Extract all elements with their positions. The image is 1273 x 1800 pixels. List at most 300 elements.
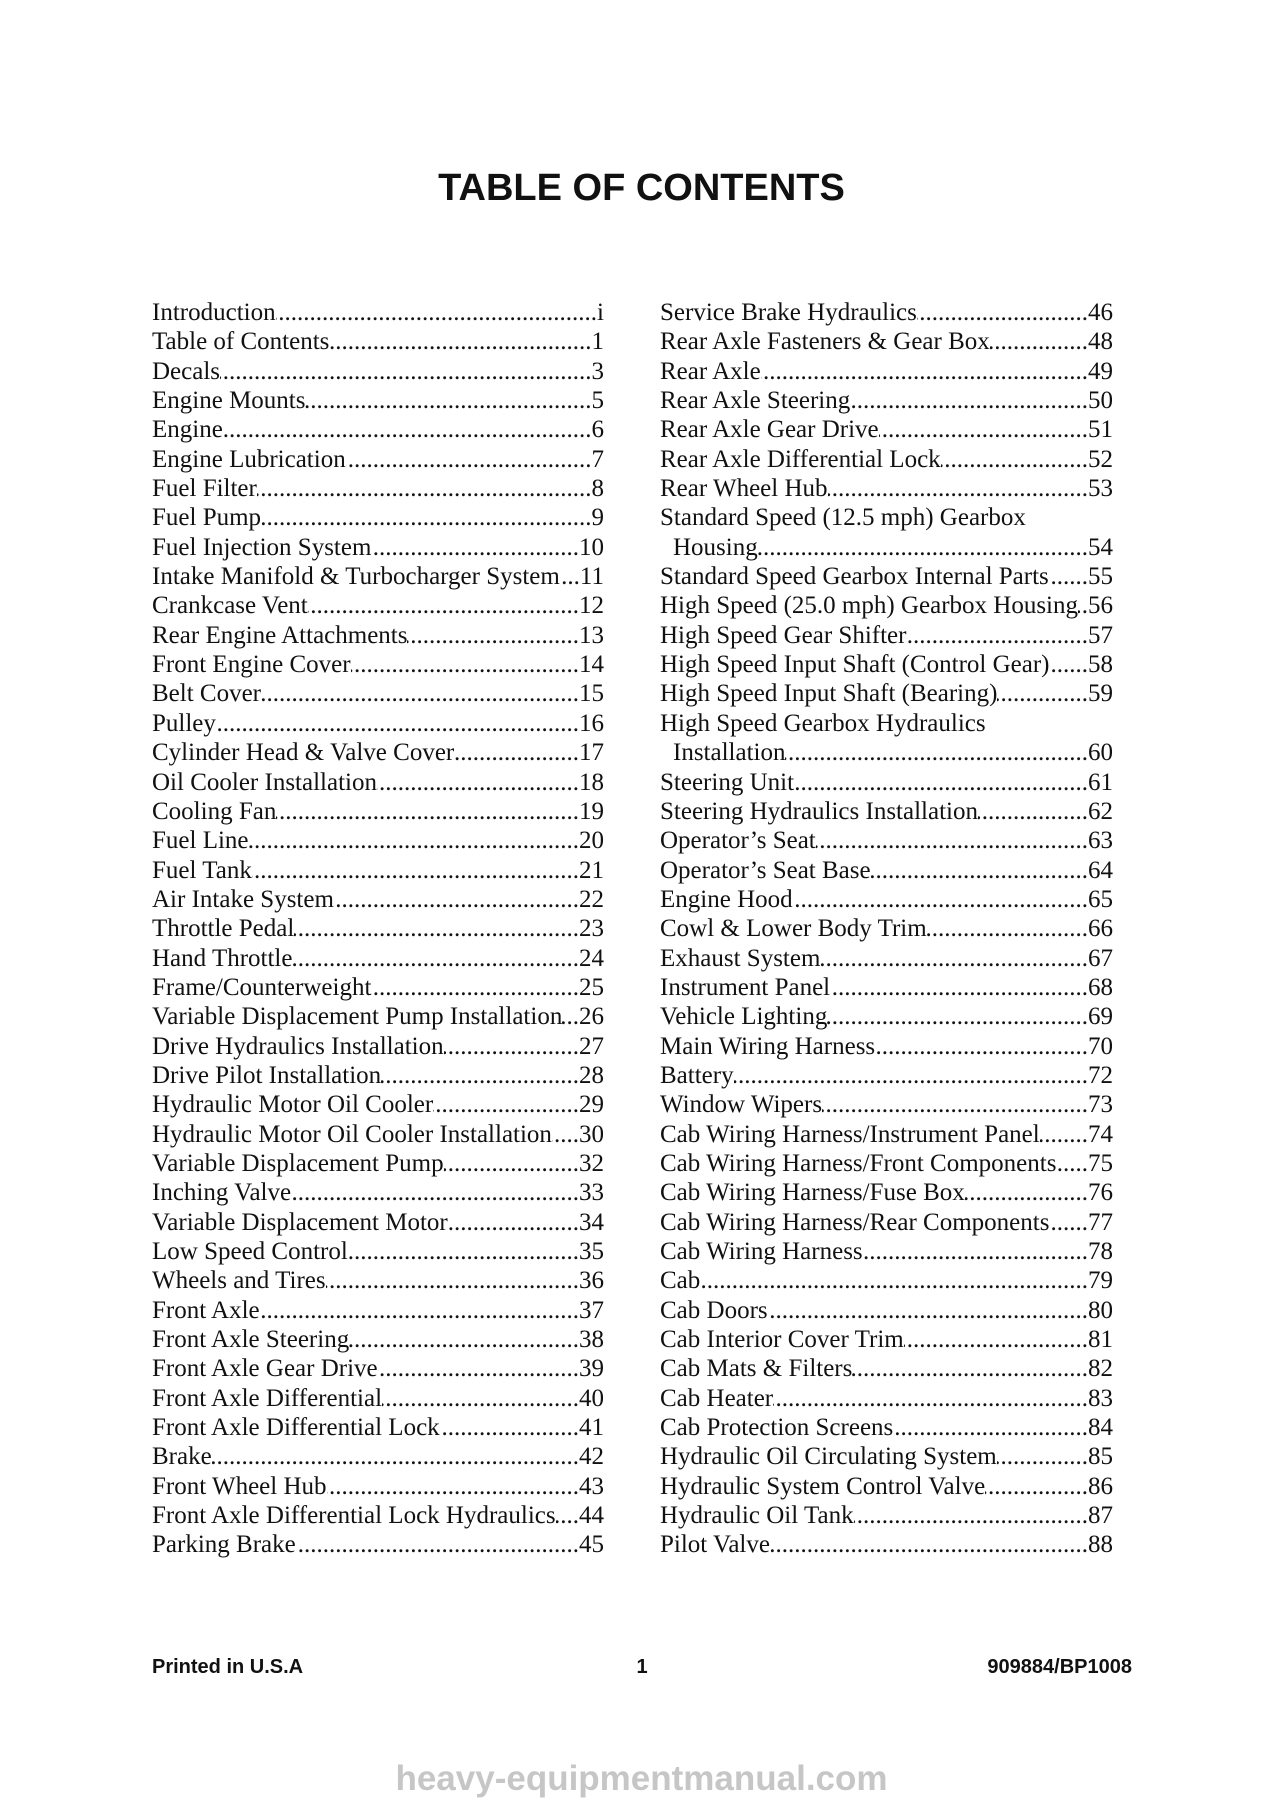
toc-entry-page: 40: [579, 1384, 604, 1412]
toc-entry-title: Window Wipers: [660, 1091, 823, 1119]
toc-entry-line: [660, 357, 1113, 386]
toc-entry-line: [660, 1002, 1113, 1031]
toc-entry-title: Variable Displacement Motor: [152, 1208, 448, 1236]
toc-entry-line: [152, 533, 604, 562]
toc-entry-line: [152, 1472, 604, 1501]
toc-entry-page: 53: [1088, 475, 1113, 503]
toc-entry: [152, 1530, 604, 1559]
toc-entry-title: Standard Speed Gearbox Internal Parts: [660, 563, 1049, 591]
toc-entry-title: Front Axle: [152, 1296, 260, 1324]
toc-entry-line: [660, 1354, 1113, 1383]
toc-entry-line: [660, 327, 1113, 356]
toc-entry-page: 19: [579, 797, 604, 825]
toc-column-right: [660, 298, 1113, 1560]
toc-entry-title: Front Axle Differential: [152, 1384, 383, 1412]
toc-entry-title: Front Wheel Hub: [152, 1472, 327, 1500]
toc-entry: [660, 1237, 1113, 1266]
dot-leader: [850, 386, 1088, 415]
toc-entry-title: Service Brake Hydraulics: [660, 299, 917, 326]
toc-entry: [152, 621, 604, 650]
toc-entry: [660, 503, 1113, 562]
toc-entry: [152, 1149, 604, 1178]
dot-leader: [871, 856, 1088, 885]
toc-entry-title: Hand Throttle: [152, 944, 293, 972]
toc-entry-title: Vehicle Lighting: [660, 1003, 828, 1031]
dot-leader: [556, 1501, 579, 1530]
dot-leader: [407, 621, 579, 650]
toc-entry: [660, 1090, 1113, 1119]
dot-leader: [700, 1266, 1088, 1295]
toc-entry-line: [660, 973, 1113, 1002]
toc-entry-title: Front Axle Differential Lock: [152, 1414, 440, 1442]
toc-entry-line: [152, 1296, 604, 1325]
toc-entry: [660, 885, 1113, 914]
toc-entry-page: 68: [1088, 973, 1113, 1001]
toc-entry-title: Cylinder Head & Valve Cover: [152, 739, 455, 767]
toc-entry-line: [152, 1032, 604, 1061]
toc-entry-page: 88: [1088, 1531, 1113, 1559]
toc-entry-line: [660, 885, 1113, 914]
toc-entry-line: [660, 914, 1113, 943]
toc-entry-line: [660, 826, 1113, 855]
toc-entry: [660, 1296, 1113, 1325]
dot-leader: [785, 738, 1088, 767]
toc-entry-line: [660, 797, 1113, 826]
toc-entry-line: [660, 709, 1113, 738]
toc-entry: [152, 386, 604, 415]
dot-leader: [294, 914, 579, 943]
toc-entry: [152, 1237, 604, 1266]
dot-leader: [260, 1296, 579, 1325]
toc-entry-line: [660, 298, 1113, 327]
toc-entry-page: 39: [579, 1355, 604, 1383]
toc-entry-line: [660, 591, 1113, 620]
toc-entry: [152, 1384, 604, 1413]
toc-entry-line: [152, 709, 604, 738]
toc-entry-title: Fuel Injection System: [152, 533, 372, 561]
toc-entry: [152, 885, 604, 914]
toc-entry-title: Standard Speed (12.5 mph) Gearbox: [660, 504, 1026, 532]
toc-entry-page: 32: [579, 1149, 604, 1177]
toc-entry: [152, 826, 604, 855]
dot-leader: [773, 1384, 1088, 1413]
toc-entry-line: [152, 562, 604, 591]
toc-entry-page: 37: [579, 1296, 604, 1324]
toc-entry-line: [152, 738, 604, 767]
dot-leader: [965, 1178, 1088, 1207]
toc-entry-title: High Speed Gear Shifter: [660, 621, 907, 649]
toc-entry-line: [660, 768, 1113, 797]
toc-entry-page: 34: [579, 1208, 604, 1236]
toc-entry-line: [152, 386, 604, 415]
toc-entry-page: 9: [591, 504, 604, 532]
toc-entry-line: [660, 445, 1113, 474]
toc-entry-page: 15: [579, 680, 604, 708]
toc-entry: [152, 1266, 604, 1295]
toc-entry-page: 8: [591, 475, 604, 503]
toc-entry-title: Cab Doors: [660, 1296, 768, 1324]
toc-entry-title: Front Axle Gear Drive: [152, 1355, 378, 1383]
toc-entry-line: [660, 856, 1113, 885]
toc-entry-line: [152, 415, 604, 444]
toc-entry: [660, 562, 1113, 591]
toc-entry-title: Fuel Line: [152, 827, 249, 855]
dot-leader: [816, 826, 1088, 855]
toc-entry-line: [152, 1178, 604, 1207]
dot-leader: [997, 679, 1088, 708]
toc-entry: [660, 386, 1113, 415]
toc-entry-title: High Speed Gearbox Hydraulics: [660, 709, 986, 737]
toc-entry-page: 56: [1088, 592, 1113, 620]
dot-leader: [329, 327, 591, 356]
toc-entry-line: [660, 1032, 1113, 1061]
toc-entry-title: Engine Lubrication: [152, 445, 346, 473]
toc-entry: [660, 415, 1113, 444]
toc-entry-line: [660, 1472, 1113, 1501]
toc-entry-line: [152, 1061, 604, 1090]
toc-entry-page: 10: [579, 533, 604, 561]
toc-entry-title: Low Speed Control: [152, 1238, 348, 1265]
toc-entry: [152, 562, 604, 591]
toc-entry-title: Cab Wiring Harness/Fuse Box: [660, 1179, 965, 1207]
toc-entry-title: Drive Pilot Installation: [152, 1061, 382, 1089]
dot-leader: [794, 768, 1088, 797]
toc-entry-page: 13: [579, 621, 604, 649]
toc-entry: [152, 591, 604, 620]
dot-leader: [346, 445, 592, 474]
toc-entry-page: 23: [579, 915, 604, 943]
dot-leader: [793, 885, 1088, 914]
toc-entry-page: 86: [1088, 1472, 1113, 1500]
toc-entry-title: Throttle Pedal: [152, 915, 295, 943]
toc-entry-line: [660, 944, 1113, 973]
toc-entry-title: Cab Wiring Harness: [660, 1238, 863, 1265]
toc-entry: [660, 1413, 1113, 1442]
toc-entry: [152, 768, 604, 797]
toc-entry-page: 46: [1088, 299, 1113, 326]
toc-entry-line: [152, 621, 604, 650]
toc-entry-page: 24: [579, 944, 604, 972]
dot-leader: [863, 1237, 1088, 1266]
dot-leader: [454, 738, 579, 767]
toc-entry-page: 5: [591, 387, 604, 415]
dot-leader: [904, 1325, 1088, 1354]
toc-entry-title-continuation: Housing: [673, 533, 758, 561]
toc-entry: [660, 1061, 1113, 1090]
toc-entry: [660, 768, 1113, 797]
toc-entry-page: 51: [1088, 416, 1113, 444]
toc-entry: [152, 650, 604, 679]
toc-entry-line: [152, 1325, 604, 1354]
toc-entry-line: [152, 503, 604, 532]
toc-entry: [660, 1472, 1113, 1501]
dot-leader: [1049, 562, 1088, 591]
toc-entry: [152, 474, 604, 503]
toc-entry-title: Introduction: [152, 299, 276, 326]
toc-entry-line: [152, 1530, 604, 1559]
toc-entry-line: [152, 1237, 604, 1266]
toc-entry-page: 73: [1088, 1091, 1113, 1119]
toc-entry-page: 80: [1088, 1296, 1113, 1324]
toc-entry-page: 22: [579, 885, 604, 913]
toc-entry-title: Engine: [152, 416, 223, 444]
dot-leader: [941, 445, 1088, 474]
dot-leader: [326, 1266, 579, 1295]
toc-entry-page: 60: [1088, 739, 1113, 767]
toc-entry: [152, 914, 604, 943]
toc-entry: [660, 679, 1113, 708]
toc-entry-line: [660, 1149, 1113, 1178]
toc-entry-title: High Speed (25.0 mph) Gearbox Housing: [660, 592, 1078, 620]
toc-entry-line: [660, 1413, 1113, 1442]
toc-column-left: [152, 298, 604, 1560]
toc-entry-line: [660, 621, 1113, 650]
toc-entry-page: 55: [1088, 563, 1113, 591]
toc-entry-page: 27: [579, 1032, 604, 1060]
toc-entry-title: Pilot Valve: [660, 1531, 770, 1559]
toc-entry: [660, 445, 1113, 474]
toc-entry-line: [152, 797, 604, 826]
toc-entry: [660, 826, 1113, 855]
toc-entry-page: 62: [1088, 797, 1113, 825]
toc-entry-line: [660, 503, 1113, 532]
dot-leader: [854, 1501, 1088, 1530]
toc-entry-page: 38: [579, 1326, 604, 1354]
dot-leader: [1040, 1120, 1088, 1149]
toc-entry-title: Hydraulic Motor Oil Cooler: [152, 1091, 434, 1119]
dot-leader: [220, 357, 591, 386]
toc-entry: [660, 709, 1113, 768]
toc-entry: [152, 944, 604, 973]
dot-leader: [734, 1061, 1088, 1090]
toc-entry: [152, 503, 604, 532]
dot-leader: [1050, 650, 1088, 679]
toc-entry-page: 30: [579, 1120, 604, 1148]
toc-entry: [152, 1501, 604, 1530]
toc-entry-line: [152, 1208, 604, 1237]
toc-entry: [152, 1296, 604, 1325]
dot-leader: [770, 1530, 1088, 1559]
toc-entry-line: [152, 679, 604, 708]
toc-entry-title: Rear Axle Fasteners & Gear Box: [660, 328, 990, 356]
toc-entry: [152, 357, 604, 386]
toc-entry: [152, 298, 604, 327]
toc-entry-page: 66: [1088, 915, 1113, 943]
toc-entry: [152, 679, 604, 708]
dot-leader: [1078, 591, 1088, 620]
toc-entry-title: Cab Protection Screens: [660, 1414, 894, 1442]
toc-entry-title: Fuel Tank: [152, 856, 252, 884]
toc-entry-title: Rear Axle: [660, 357, 761, 385]
dot-leader: [308, 591, 579, 620]
dot-leader: [444, 1149, 579, 1178]
toc-entry-title: Cab Heater: [660, 1384, 774, 1412]
dot-leader: [212, 1442, 579, 1471]
dot-leader: [252, 856, 579, 885]
page-footer: [152, 1654, 1132, 1681]
toc-entry: [152, 973, 604, 1002]
toc-entry-page: 79: [1088, 1267, 1113, 1295]
toc-entry-title: Hydraulic System Control Valve: [660, 1472, 986, 1500]
toc-entry: [660, 1178, 1113, 1207]
dot-leader: [828, 474, 1088, 503]
toc-entry-line: [660, 1296, 1113, 1325]
toc-entry-title: Variable Displacement Pump Installation: [152, 1003, 563, 1031]
toc-entry-page: 72: [1088, 1061, 1113, 1089]
toc-entry-line: [152, 973, 604, 1002]
toc-entry-line: [660, 474, 1113, 503]
toc-entry-line: [660, 1442, 1113, 1471]
toc-entry-title: Exhaust System: [660, 944, 821, 972]
toc-entry: [152, 709, 604, 738]
toc-entry: [660, 474, 1113, 503]
dot-leader: [377, 768, 579, 797]
dot-leader: [382, 1384, 579, 1413]
toc-entry-title: Hydraulic Oil Circulating System: [660, 1443, 997, 1471]
toc-entry-line: [152, 1384, 604, 1413]
dot-leader: [276, 298, 597, 327]
toc-entry-page: 82: [1088, 1355, 1113, 1383]
toc-entry-title: Variable Displacement Pump: [152, 1149, 444, 1177]
toc-entry: [152, 1002, 604, 1031]
dot-leader: [440, 1413, 579, 1442]
toc-entry: [660, 1149, 1113, 1178]
toc-entry-title: Rear Axle Steering: [660, 387, 851, 415]
toc-entry-page: 6: [591, 416, 604, 444]
toc-entry-page: 78: [1088, 1238, 1113, 1265]
toc-entry-title: Cooling Fan: [152, 797, 277, 825]
toc-entry-page: 44: [579, 1502, 604, 1530]
toc-entry: [660, 1266, 1113, 1295]
dot-leader: [327, 1472, 579, 1501]
toc-entry-title: Hydraulic Oil Tank: [660, 1502, 854, 1530]
toc-entry: [152, 797, 604, 826]
toc-entry: [660, 1208, 1113, 1237]
toc-entry-page: 21: [579, 856, 604, 884]
toc-entry: [660, 856, 1113, 885]
toc-entry: [152, 1325, 604, 1354]
toc-entry-title: Parking Brake: [152, 1531, 296, 1559]
toc-entry: [152, 1413, 604, 1442]
toc-entry-page: 70: [1088, 1032, 1113, 1060]
toc-entry-line: [660, 1208, 1113, 1237]
toc-entry: [152, 1472, 604, 1501]
toc-entry: [152, 533, 604, 562]
toc-entry-page: 18: [579, 768, 604, 796]
toc-entry-page: 87: [1088, 1502, 1113, 1530]
toc-entry-title: Instrument Panel: [660, 973, 831, 1001]
toc-entry-title: Cowl & Lower Body Trim: [660, 915, 927, 943]
dot-leader: [820, 944, 1088, 973]
dot-leader: [444, 1032, 579, 1061]
toc-entry-line: [660, 1384, 1113, 1413]
toc-entry: [152, 1032, 604, 1061]
toc-entry-page: 75: [1088, 1149, 1113, 1177]
watermark-text: heavy-equipmentmanual.com: [395, 1759, 888, 1798]
toc-entry: [660, 650, 1113, 679]
dot-leader: [852, 1354, 1088, 1383]
toc-entry-page: 63: [1088, 827, 1113, 855]
dot-leader: [249, 826, 579, 855]
dot-leader: [985, 1472, 1088, 1501]
toc-entry-line: [152, 591, 604, 620]
toc-entry-title: Cab Mats & Filters: [660, 1355, 853, 1383]
toc-entry-page: 25: [579, 973, 604, 1001]
toc-entry-title: Steering Hydraulics Installation: [660, 797, 978, 825]
toc-entry-page: 54: [1088, 533, 1113, 561]
toc-entry-line: [152, 474, 604, 503]
toc-entry: [660, 1384, 1113, 1413]
toc-entry-title: Decals: [152, 357, 221, 385]
toc-entry-line: [152, 914, 604, 943]
toc-entry-title: Oil Cooler Installation: [152, 768, 377, 796]
dot-leader: [1049, 1208, 1088, 1237]
toc-entry-title: Air Intake System: [152, 885, 334, 913]
toc-entry-title: Steering Unit: [660, 768, 795, 796]
toc-entry-page: 26: [579, 1003, 604, 1031]
toc-entry: [660, 327, 1113, 356]
toc-entry: [660, 1354, 1113, 1383]
dot-leader: [906, 621, 1088, 650]
toc-entry-title: High Speed Input Shaft (Control Gear): [660, 651, 1050, 679]
toc-entry: [152, 445, 604, 474]
toc-entry-title: Cab: [660, 1267, 701, 1295]
toc-entry-title: Belt Cover: [152, 680, 262, 708]
toc-entry-title: Fuel Filter: [152, 475, 257, 503]
toc-entry-page: 65: [1088, 885, 1113, 913]
dot-leader: [334, 885, 579, 914]
footer-document-number: 909884/BP1008: [987, 1656, 1132, 1678]
toc-entry-title: Front Axle Steering: [152, 1326, 350, 1354]
dot-leader: [562, 1002, 579, 1031]
toc-entry-page: 3: [591, 357, 604, 385]
toc-entry-title-continuation: Installation: [673, 739, 786, 767]
dot-leader: [997, 1442, 1088, 1471]
toc-entry-title: Cab Interior Cover Trim: [660, 1326, 904, 1354]
dot-leader: [879, 415, 1088, 444]
toc-entry-title: Cab Wiring Harness/Instrument Panel: [660, 1120, 1040, 1148]
dot-leader: [768, 1296, 1088, 1325]
toc-entry-title: Fuel Pump: [152, 504, 262, 532]
toc-entry: [660, 1501, 1113, 1530]
toc-entry-title: Rear Axle Gear Drive: [660, 416, 879, 444]
toc-entry: [660, 621, 1113, 650]
toc-entry: [660, 973, 1113, 1002]
toc-entry: [660, 914, 1113, 943]
toc-entry: [152, 1178, 604, 1207]
toc-entry: [660, 1120, 1113, 1149]
toc-entry-title: Battery: [660, 1061, 734, 1089]
toc-entry-line: [152, 1120, 604, 1149]
dot-leader: [822, 1090, 1088, 1119]
dot-leader: [927, 914, 1088, 943]
toc-entry-page: 84: [1088, 1414, 1113, 1442]
toc-entry-line: [152, 327, 604, 356]
dot-leader: [261, 503, 591, 532]
toc-entry-page: 41: [579, 1414, 604, 1442]
toc-entry-title: Cab Wiring Harness/Rear Components: [660, 1208, 1050, 1236]
toc-entry-line: [152, 885, 604, 914]
toc-entry-title: Engine Hood: [660, 885, 793, 913]
toc-entry-page: 59: [1088, 680, 1113, 708]
toc-entry-title: Rear Axle Differential Lock: [660, 445, 941, 473]
toc-entry-line: [152, 1090, 604, 1119]
toc-entry-title: Pulley: [152, 709, 216, 737]
toc-entry: [152, 1208, 604, 1237]
toc-entry-title: Intake Manifold & Turbocharger System: [152, 563, 560, 591]
toc-entry-title: Operator’s Seat Base: [660, 856, 871, 884]
toc-entry-page: 28: [579, 1061, 604, 1089]
